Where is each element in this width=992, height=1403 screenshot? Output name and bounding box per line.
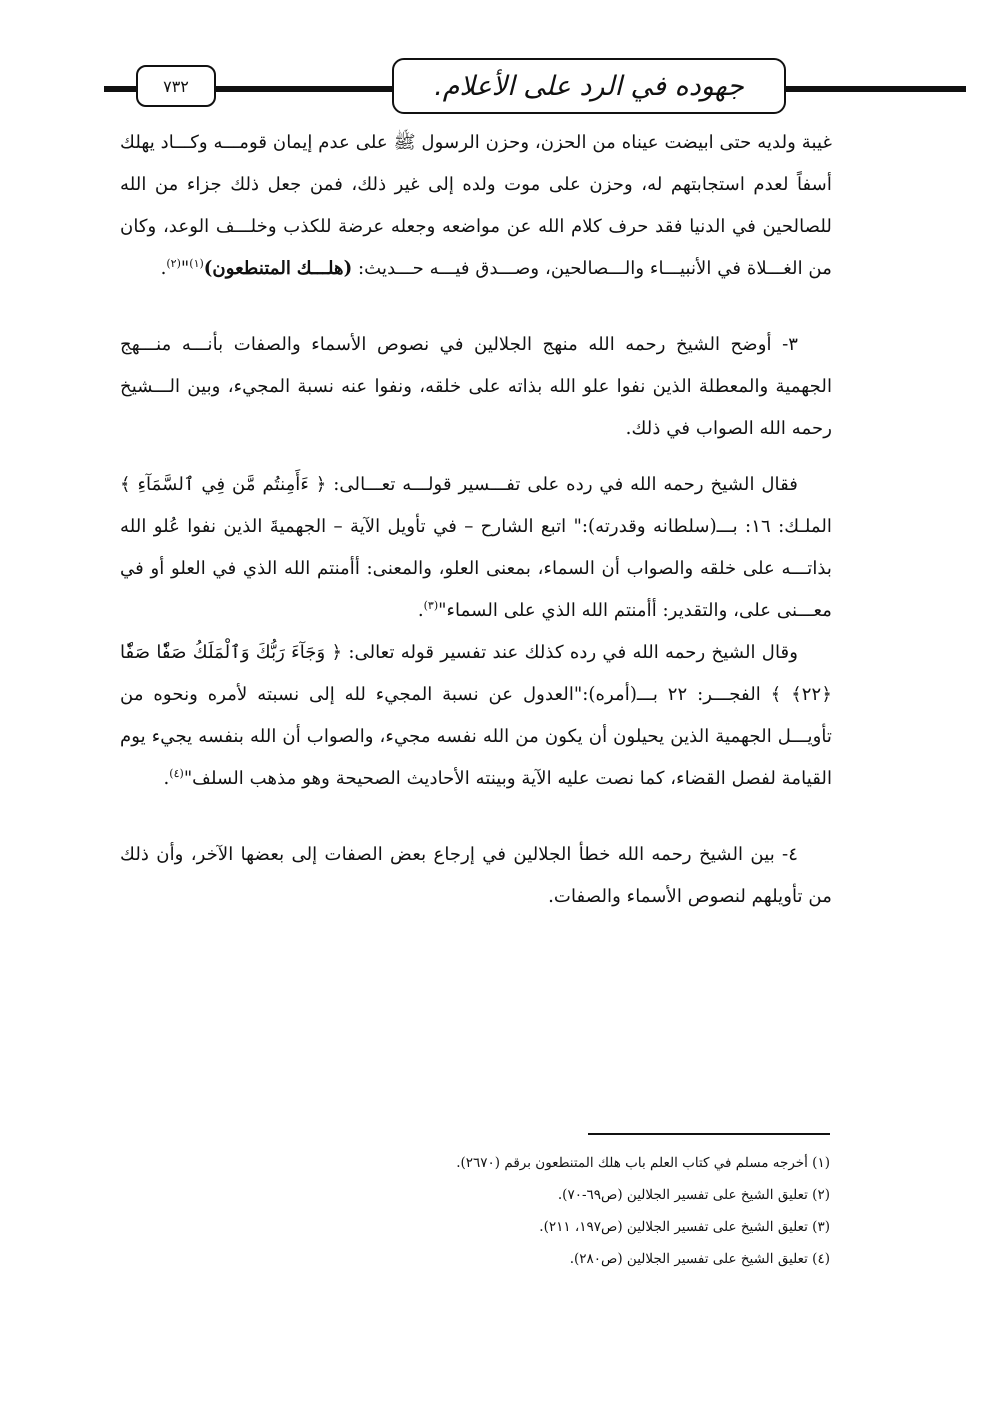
footnote-separator [588,1133,830,1135]
footnote-ref-4: (٤) [169,766,184,780]
footnote-ref-1: (١) [189,256,204,270]
paragraph-4: وقال الشيخ رحمه الله في رده كذلك عند تفسير قوله تعالى: ﴿ وَجَآءَ رَبُّكَ وَٱلْمَلَكُ صَفّٗا صَفّٗا ﴿٢٢﴾ ﴾ الفجـــر: ٢٢ بـــ(أمره):"العدول عن نسبة المجيء لله إلى نسبته لأمره ونحوه من تأويـــل الجهمية الذين يحيلون أن يكون من الله نفسه مجيء، والصواب أن الله بنفسه يجيء يوم القيامة لفصل القضاء، كما نصت عليه الآية وبينته الأحاديث الصحيحة وهو مذهب السلف"$^{(٤)}$. [120,642,832,789]
footnotes [320,1147,830,1275]
footnote-1: (١) أخرجه مسلم في كتاب العلم باب هلك المتنطعون برقم (٢٦٧٠). [456,1155,830,1171]
p1-line-1: غيبة ولديه حتى ابيضت عيناه من الحزن، وحزن الرسول ﷺ على عدم إيمان قومـــه وكـــاد [160,132,832,153]
p1-line-2: يهلك أسفاً لعدم استجابتهم له، وحزن على موت ولده إلى غير ذلك، فمن جعل ذلك جزاء [120,132,832,195]
paragraph-2: ٣- أوضح الشيخ رحمه الله منهج الجلالين في نصوص الأسماء والصفات بأنـــه منـــهج الجهمية والمعطلة الذين نفوا علو الله بذاته على خلقه، ونفوا عنه نسبة المجيء، وبين الـــشيخ رحمه الله الصواب في ذلك. [120,334,832,439]
page-header [0,0,992,130]
period: . [160,258,167,279]
closing-quote: " [180,258,190,279]
footnote-ref-3: (٣) [423,598,439,612]
paragraph-5: ٤- بين الشيخ رحمه الله خطأ الجلالين في إرجاع بعض الصفات إلى بعضها الآخر، وأن ذلك من تأويلهم لنصوص الأسماء والصفات. [120,844,832,907]
footnote-4: (٤) تعليق الشيخ على تفسير الجلالين (ص٢٨٠). [569,1251,830,1267]
p3-text: فقال الشيخ رحمه الله في رده على تفـــسير قولـــه تعـــالى: ﴿ ءَأَمِنتُم مَّن فِي ٱلسَّمَآءِ ﴾ الملـك: ١٦: بـــ(سلطانه وقدرته):" اتبع الشارح – في تأويل الآية – الجهميةَ الذين نفوا عُلو الله بذاتـــه على خلقه والصواب أن السماء، بمعنى العلو، والمعنى: أأمنتم الله الذي في العلو أو في معـــنى على، والتقدير: أأمنتم الله الذي على السماء" [120,474,832,621]
footnote-2: (٢) تعليق الشيخ على تفسير الجلالين (ص٦٩-٧٠). [557,1187,830,1203]
p1-line-4: الوعد، وكان من الغـــلاة في الأنبيـــاء والـــصالحين، وصـــدق فيـــه حـــديث: [120,216,832,279]
hadith-quote-end: المتنطعون) [203,258,291,279]
p4-text: وقال الشيخ رحمه الله في رده كذلك عند تفسير قوله تعالى: ﴿ وَجَآءَ رَبُّكَ وَٱلْمَلَكُ صَفّٗا صَفّٗا ﴿٢٢﴾ ﴾ الفجـــر: ٢٢ بـــ(أمره):"العدول عن نسبة المجيء لله إلى نسبته لأمره ونحوه من تأويـــل الجهمية الذين يحيلون أن يكون من الله نفسه مجيء، والصواب أن الله بنفسه يجيء يوم القيامة لفصل القضاء، كما نصت عليه الآية وبينته الأحاديث الصحيحة وهو مذهب السلف" [120,642,832,789]
footnote-3: (٣) تعليق الشيخ على تفسير الجلالين (ص١٩٧، ٢١١). [539,1219,830,1235]
hadith-quote-start: (هلـــك [296,258,353,279]
page-number: ٧٣٢ [136,65,216,107]
footnote-ref-2: (٢) [166,256,181,270]
paragraph-1 [120,122,832,290]
main-text [120,122,832,918]
paragraph-3: فقال الشيخ رحمه الله في رده على تفـــسير قولـــه تعـــالى: ﴿ ءَأَمِنتُم مَّن فِي ٱلسَّمَآءِ ﴾ الملـك: ١٦: بـــ(سلطانه وقدرته):" اتبع الشارح – في تأويل الآية – الجهميةَ الذين نفوا عُلو الله بذاتـــه على خلقه والصواب أن السماء، بمعنى العلو، والمعنى: أأمنتم الله الذي في العلو أو في معـــنى على، والتقدير: أأمنتم الله الذي على السماء"$^{(٣)}$. [120,474,832,621]
p1-line-3: من الله للصالحين في الدنيا فقد حرف كلام الله عن مواضعه وجعله عرضة للكذب وخلـــف [120,174,832,237]
running-title: جهوده في الرد على الأعلام. [392,58,786,114]
